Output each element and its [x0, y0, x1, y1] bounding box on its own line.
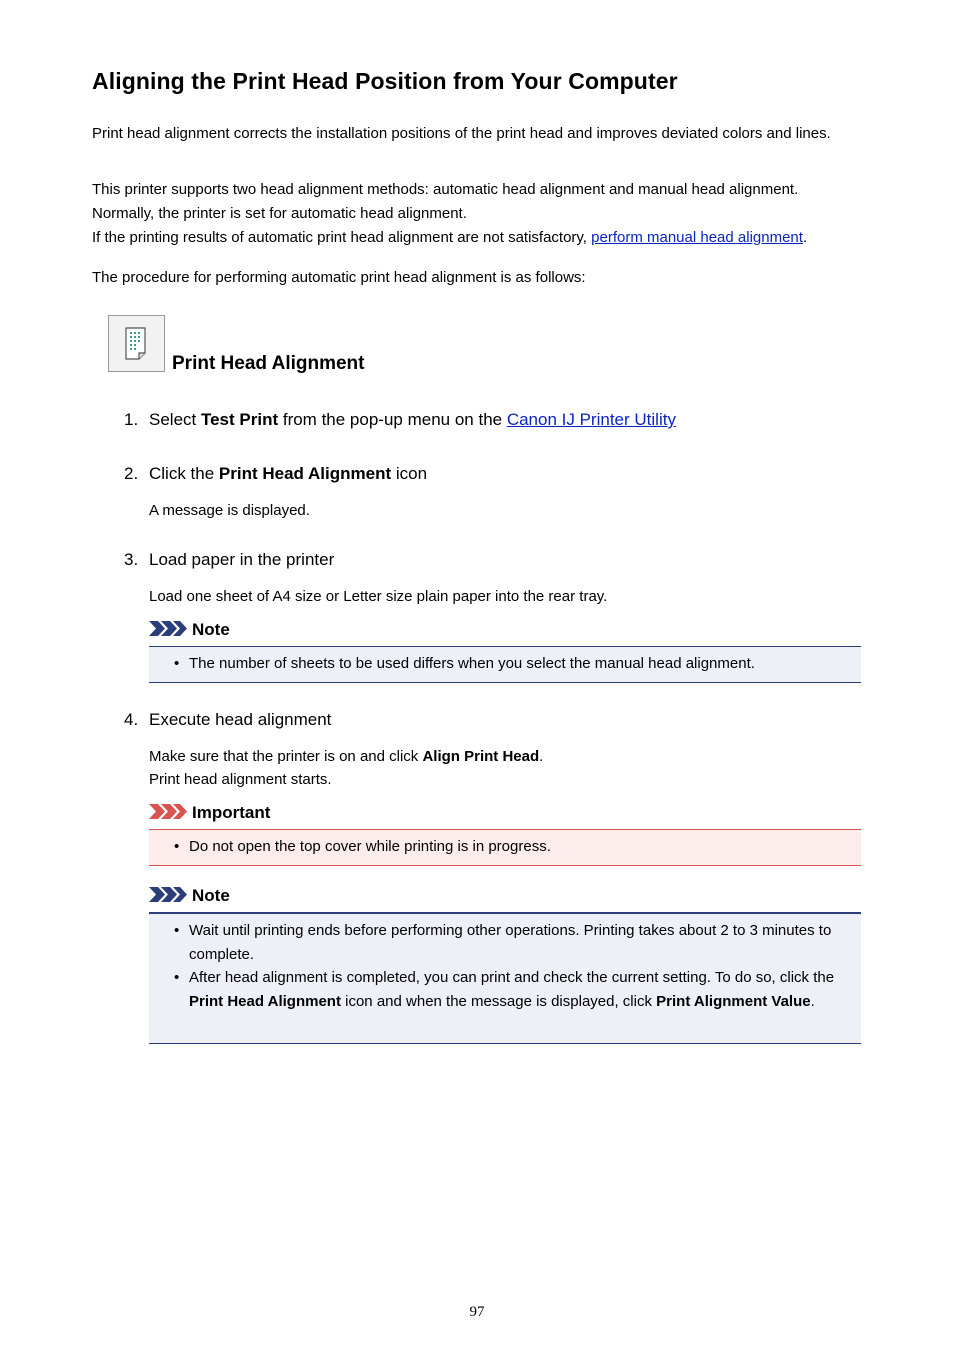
intro-line-3-end: .	[802, 229, 808, 246]
important-label: Important	[192, 803, 271, 822]
intro-line-3-text: If the printing results of automatic print head alignment are not satisfactory,	[92, 229, 592, 246]
step-text: from the pop-up menu on the	[278, 410, 507, 429]
note-2-item-1: • Wait until printing ends before performing other operations. Printing takes about 2 to 3 minutes to complete.	[149, 919, 861, 966]
note-2-item-2	[149, 966, 861, 1013]
printer-utility-link[interactable]: Canon IJ Printer Utility	[506, 410, 676, 429]
manual-head-alignment-link[interactable]: perform manual head alignment	[591, 229, 803, 246]
note-1-heading	[149, 620, 230, 640]
intro-line-1: This printer supports two head alignment methods: automatic head alignment and manual head alignment.	[92, 181, 799, 198]
intro-paragraph-2	[92, 178, 892, 250]
intro-paragraph-3: The procedure for performing automatic print head alignment is as follows:	[92, 269, 586, 286]
note-arrows-icon	[149, 886, 189, 903]
step-text: Click the	[149, 464, 219, 483]
step-4-detail	[149, 745, 543, 791]
note-2-item-2-text: After head alignment is completed, you can print and check the current setting. To do so, click the	[189, 969, 835, 986]
note-2-item-2-text: icon and when the message is displayed, click	[340, 992, 657, 1010]
print-head-alignment-label: Print Head Alignment	[189, 992, 341, 1010]
step-4-detail-line-2: Print head alignment starts.	[149, 771, 332, 788]
step-number: 1.	[124, 410, 139, 429]
step-bold-text: Print Head Alignment	[218, 464, 392, 483]
step-text: icon	[391, 464, 428, 483]
step-4-detail-end: .	[539, 748, 544, 765]
note-arrows-icon	[149, 620, 189, 637]
step-number: 2.	[124, 464, 139, 483]
important-heading	[149, 803, 270, 823]
step-4-detail-text: Make sure that the printer is on and click	[149, 748, 423, 765]
page-number: 97	[469, 1304, 485, 1320]
page-title: Aligning the Print Head Position from Your Computer	[92, 68, 678, 94]
step-text: Select	[149, 410, 201, 429]
print-alignment-value-label: Print Alignment Value	[656, 992, 811, 1010]
step-4	[124, 710, 331, 730]
note-label: Note	[192, 620, 230, 639]
note-1-item: • The number of sheets to be used differs when you select the manual head alignment.	[149, 652, 861, 676]
print-head-alignment-icon	[108, 315, 165, 372]
note-1-box	[149, 646, 861, 683]
step-number: 4.	[124, 710, 139, 729]
step-text: Execute head alignment	[149, 710, 332, 729]
step-text: Load paper in the printer	[149, 550, 335, 569]
intro-line-2: Normally, the printer is set for automatic head alignment.	[92, 205, 467, 222]
intro-paragraph-1: Print head alignment corrects the installation positions of the print head and improves deviated colors and lines.	[92, 125, 831, 142]
step-2-detail: A message is displayed.	[149, 502, 310, 519]
note-2-item-2-end: .	[810, 992, 815, 1010]
step-number: 3.	[124, 550, 139, 569]
important-arrows-icon	[149, 803, 189, 820]
section-title: Print Head Alignment	[172, 353, 365, 374]
note-2-box	[149, 912, 861, 1044]
step-bold-text: Test Print	[200, 410, 279, 429]
important-box	[149, 829, 861, 866]
step-3-detail: Load one sheet of A4 size or Letter size plain paper into the rear tray.	[149, 588, 608, 605]
step-1	[124, 410, 676, 430]
note-2-heading	[149, 886, 230, 906]
step-2	[124, 464, 427, 484]
intro-line-3	[92, 226, 892, 250]
important-item: • Do not open the top cover while printing is in progress.	[149, 835, 861, 859]
step-3	[124, 550, 334, 570]
note-label: Note	[192, 886, 230, 905]
align-print-head-label: Align Print Head	[422, 748, 540, 765]
